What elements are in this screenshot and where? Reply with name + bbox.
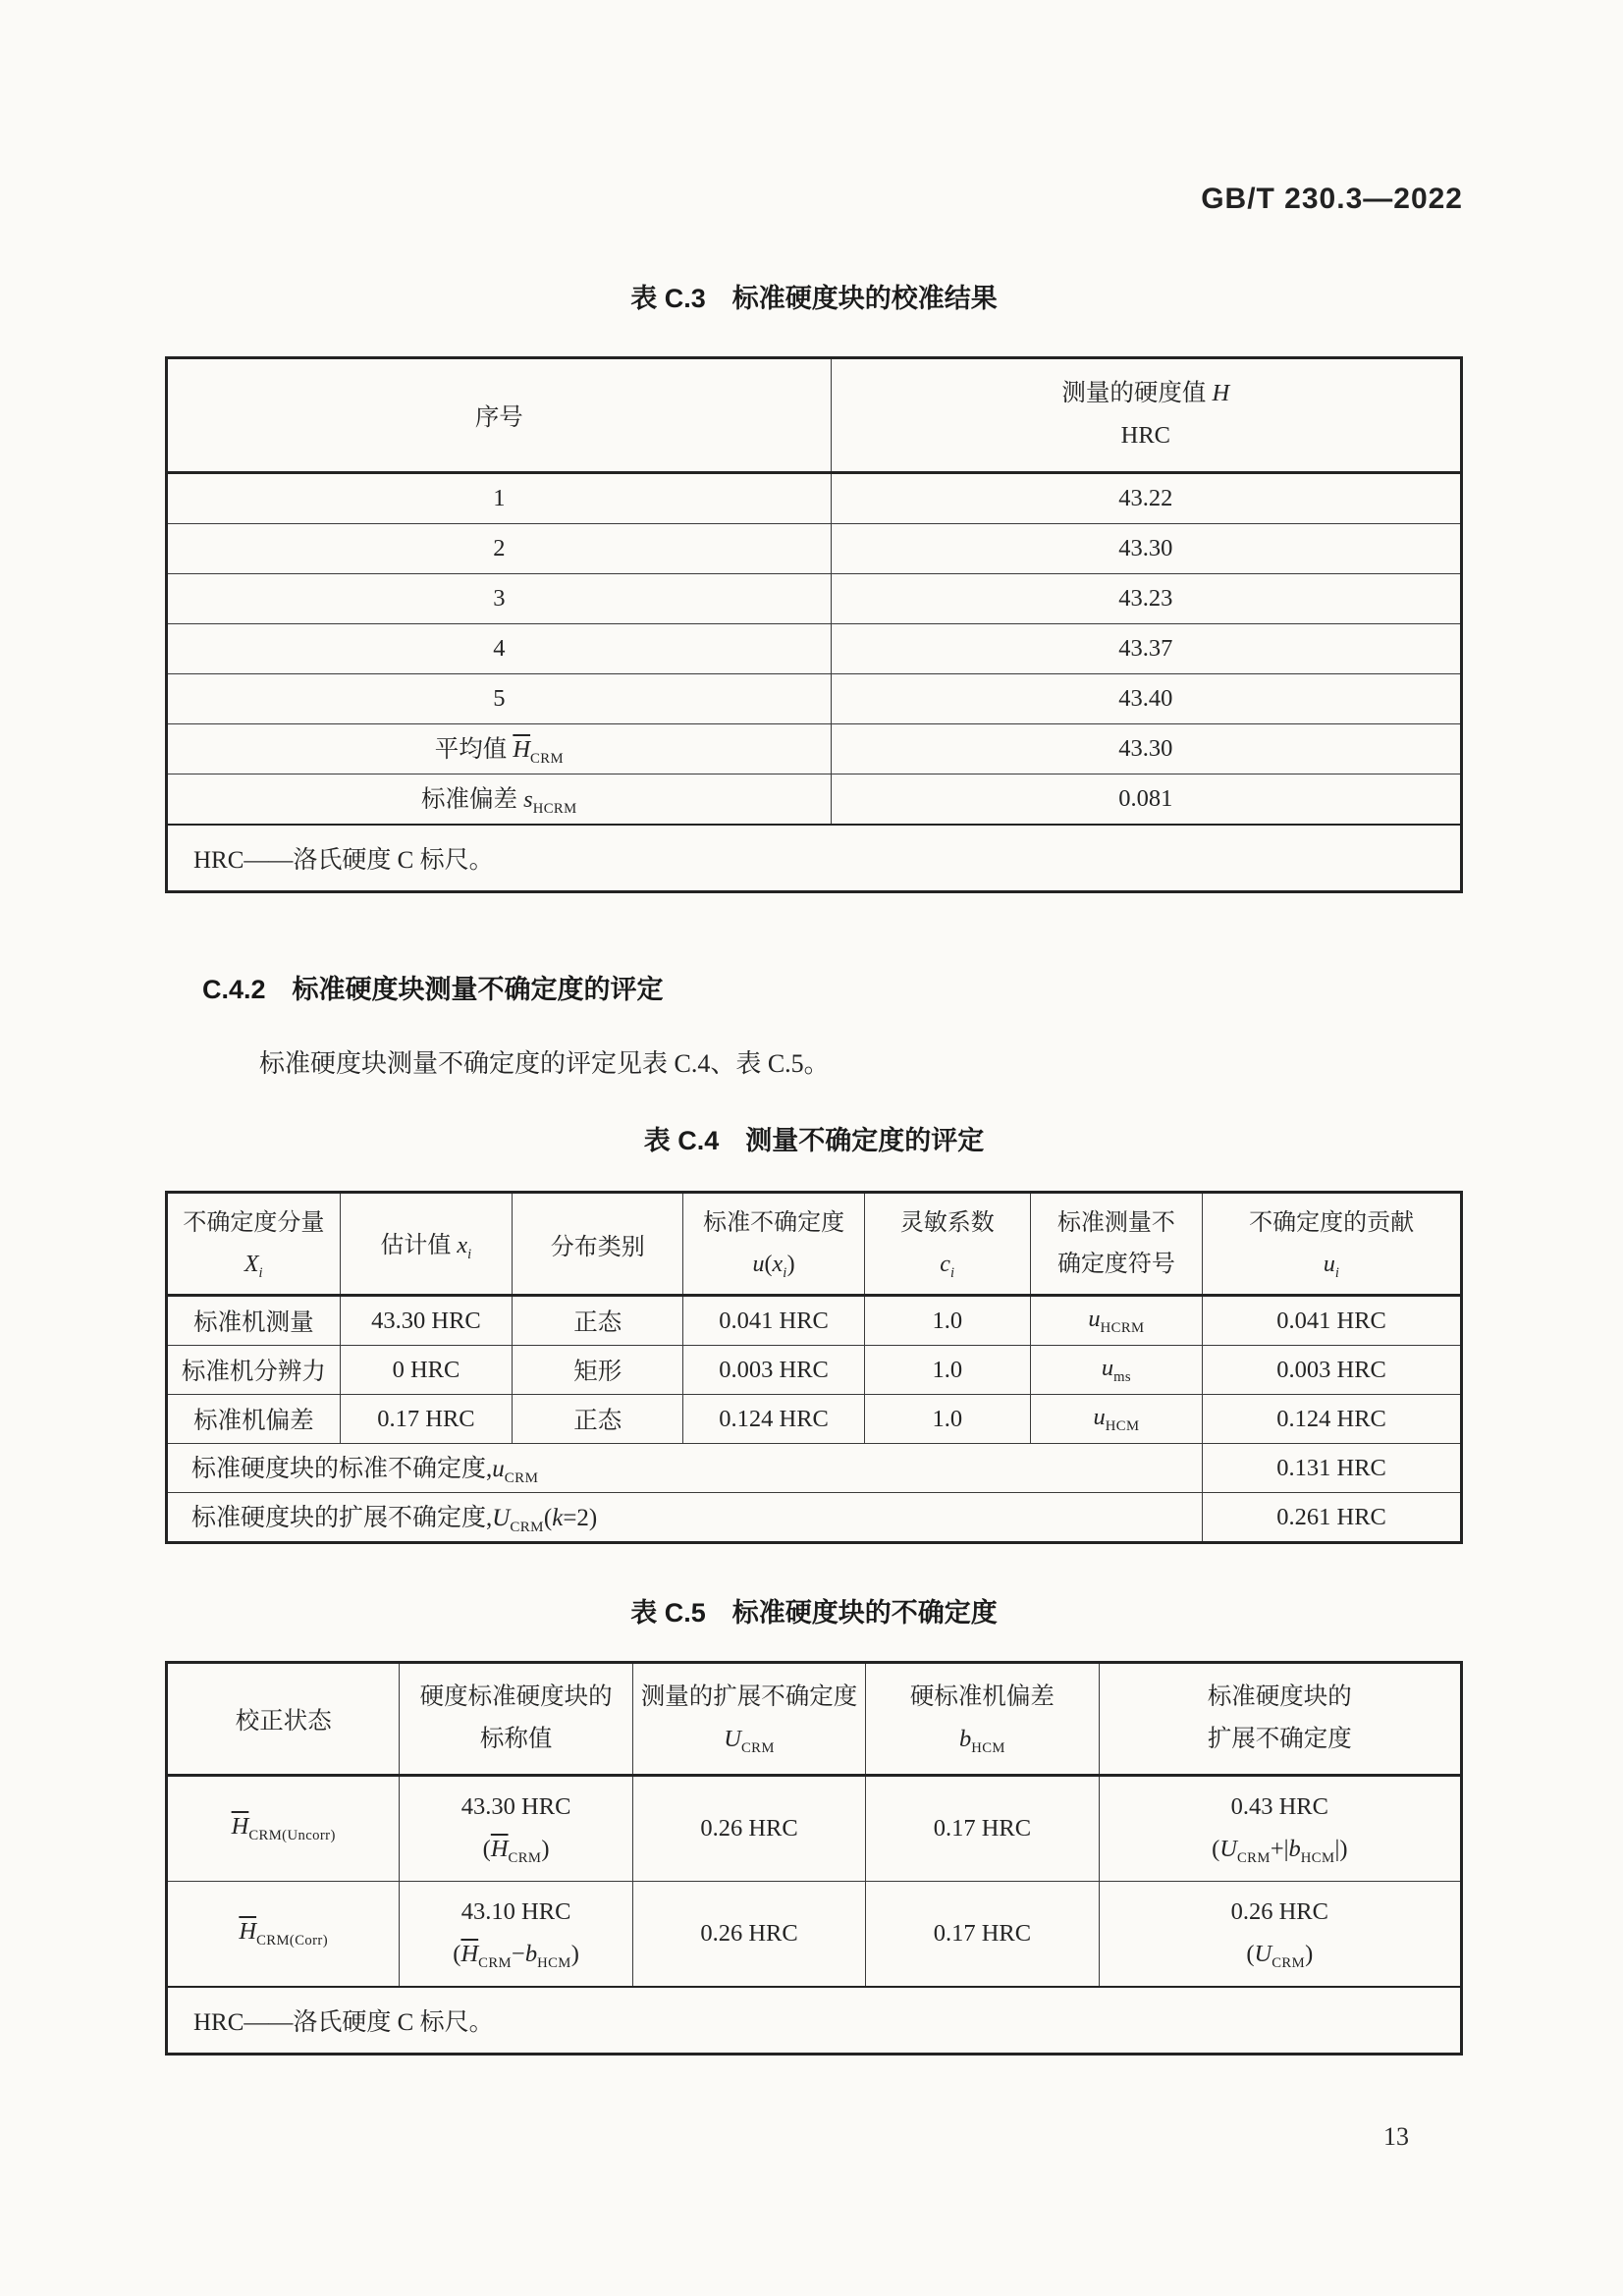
c5-header-nominal: 硬度标准硬度块的 标称值 [400,1663,632,1776]
c4-symbol-cell: $u_{HCM}$ [1030,1395,1202,1444]
table-c3-title: 表 C.3 标准硬度块的校准结果 [630,284,998,313]
table-row-combined-uncertainty [167,1444,1462,1493]
c3-value-cell: 43.23 [831,574,1461,624]
c4-expanded-label: 标准硬度块的扩展不确定度$,U_{CRM}(k=2)$ [167,1493,1203,1543]
c5-nominal-cell: 43.10 HRC $(\overline{H}_{CRM}-b_{HCM})$ [400,1882,632,1988]
table-row-expanded-uncertainty [167,1493,1462,1543]
c4-sensitivity-cell: 1.0 [864,1296,1030,1346]
c3-seq-cell: 1 [167,473,832,524]
c4-header-contribution: 不确定度的贡献 $u_i$ [1203,1193,1462,1296]
body-paragraph: 标准硬度块测量不确定度的评定见表 C.4、表 C.5。 [259,1049,830,1078]
c5-header-machine-bias: 硬标准机偏差 $b_{HCM}$ [866,1663,1099,1776]
c4-distribution-cell: 正态 [513,1395,683,1444]
c4-contribution-cell: 0.003 HRC [1203,1346,1462,1395]
c3-seq-cell: 2 [167,524,832,574]
c3-value-cell: 43.40 [831,674,1461,724]
table-c5 [165,1661,1463,2056]
table-row [167,1346,1462,1395]
c4-symbol-cell: $u_{ms}$ [1030,1346,1202,1395]
c4-sensitivity-cell: 1.0 [864,1346,1030,1395]
c3-value-cell: 43.30 [831,524,1461,574]
table-c5-footnote-row [167,1987,1462,2055]
c4-name-cell: 标准机分辨力 [167,1346,341,1395]
c4-name-cell: 标准机偏差 [167,1395,341,1444]
table-row-stdev [167,774,1462,826]
c3-mean-value: 43.30 [831,724,1461,774]
c3-seq-cell: 3 [167,574,832,624]
c5-header-state: 校正状态 [167,1663,400,1776]
table-row-corrected [167,1882,1462,1988]
table-row-uncorrected [167,1776,1462,1882]
c4-header-sensitivity: 灵敏系数 $c_i$ [864,1193,1030,1296]
table-row [167,1296,1462,1346]
c5-bias-cell: 0.17 HRC [866,1882,1099,1988]
c5-expanded-cell: 0.43 HRC $(U_{CRM}+|b_{HCM}|)$ [1099,1776,1461,1882]
c5-nominal-cell: 43.30 HRC $(\overline{H}_{CRM})$ [400,1776,632,1882]
c4-uncertainty-cell: 0.124 HRC [683,1395,865,1444]
c4-estimate-cell: 0 HRC [340,1346,512,1395]
c4-combined-label: 标准硬度块的标准不确定度$,u_{CRM}$ [167,1444,1203,1493]
c3-stdev-value: 0.081 [831,774,1461,826]
table-row [167,624,1462,674]
c5-state-cell: $\overline{H}_{CRM(Uncorr)}$ [167,1776,400,1882]
table-c5-title: 表 C.5 标准硬度块的不确定度 [630,1598,998,1628]
table-c4-header-row [167,1193,1462,1296]
c5-ucrm-cell: 0.26 HRC [632,1882,865,1988]
c4-combined-value: 0.131 HRC [1203,1444,1462,1493]
c3-seq-cell: 4 [167,624,832,674]
clause-heading: C.4.2 标准硬度块测量不确定度的评定 [202,975,664,1004]
c3-header-unit: HRC [1120,422,1171,449]
c4-contribution-cell: 0.124 HRC [1203,1395,1462,1444]
c4-header-std-uncertainty: 标准不确定度 $u(x_i)$ [683,1193,865,1296]
c4-estimate-cell: 43.30 HRC [340,1296,512,1346]
c3-header-measured-line1: 测量的硬度值 H [1061,380,1230,407]
c4-symbol-cell: $u_{HCRM}$ [1030,1296,1202,1346]
c5-state-cell: $\overline{H}_{CRM(Corr)}$ [167,1882,400,1988]
c4-header-component: 不确定度分量 $X_i$ [167,1193,341,1296]
c5-header-block-expanded-u: 标准硬度块的 扩展不确定度 [1099,1663,1461,1776]
c5-ucrm-cell: 0.26 HRC [632,1776,865,1882]
table-row [167,524,1462,574]
c5-expanded-cell: 0.26 HRC $(U_{CRM})$ [1099,1882,1461,1988]
c4-expanded-value: 0.261 HRC [1203,1493,1462,1543]
table-row [167,674,1462,724]
c4-uncertainty-cell: 0.041 HRC [683,1296,865,1346]
c3-header-measured-value [831,358,1461,473]
c4-distribution-cell: 正态 [513,1296,683,1346]
table-row [167,574,1462,624]
c5-bias-cell: 0.17 HRC [866,1776,1099,1882]
c4-name-cell: 标准机测量 [167,1296,341,1346]
c4-header-distribution: 分布类别 [513,1193,683,1296]
c4-header-symbol: 标准测量不 确定度符号 [1030,1193,1202,1296]
c3-stdev-label: 标准偏差 $s_{HCRM}$ [167,774,832,826]
table-c3-header-row [167,358,1462,473]
doc-number: GB/T 230.3—2022 [1201,183,1463,215]
table-c3 [165,356,1463,893]
c3-footnote: HRC——洛氏硬度 C 标尺。 [167,825,1462,892]
c4-contribution-cell: 0.041 HRC [1203,1296,1462,1346]
table-c4-title: 表 C.4 测量不确定度的评定 [643,1126,985,1155]
c5-footnote: HRC——洛氏硬度 C 标尺。 [167,1987,1462,2055]
c3-value-cell: 43.37 [831,624,1461,674]
table-c3-footnote-row [167,825,1462,892]
table-c4 [165,1191,1463,1544]
table-row [167,1395,1462,1444]
table-row [167,473,1462,524]
table-c5-header-row [167,1663,1462,1776]
c3-header-seq: 序号 [167,358,832,473]
c4-estimate-cell: 0.17 HRC [340,1395,512,1444]
c4-header-estimate: 估计值 $x_i$ [340,1193,512,1296]
table-row-mean [167,724,1462,774]
c5-header-expanded-u: 测量的扩展不确定度 $U_{CRM}$ [632,1663,865,1776]
c3-seq-cell: 5 [167,674,832,724]
c4-distribution-cell: 矩形 [513,1346,683,1395]
c4-sensitivity-cell: 1.0 [864,1395,1030,1444]
page-number: 13 [1383,2122,1409,2151]
c3-mean-label: 平均值 $\overline{H}_{CRM}$ [167,724,832,774]
c3-value-cell: 43.22 [831,473,1461,524]
c4-uncertainty-cell: 0.003 HRC [683,1346,865,1395]
